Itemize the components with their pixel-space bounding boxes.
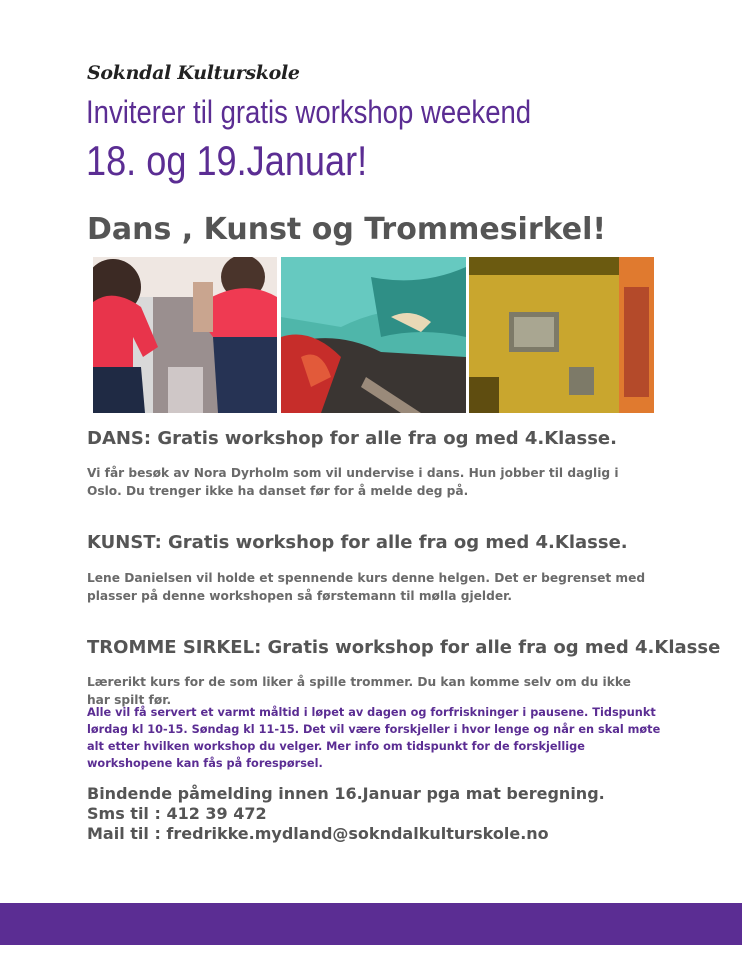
headline: Dans , Kunst og Trommesirkel! — [87, 212, 607, 247]
drum-section-body: Lærerikt kurs for de som liker å spille trommer. Du kan komme selv om du ikke har spilt før. — [87, 675, 631, 707]
drum-photo — [469, 257, 654, 413]
event-date: 18. og 19.Januar! — [86, 137, 368, 184]
invite-heading: Inviterer til gratis workshop weekend — [86, 94, 532, 130]
art-section-title: KUNST: Gratis workshop for alle fra og med 4.Klasse. — [87, 532, 628, 553]
signup-deadline: Bindende påmelding innen 16.Januar pga mat beregning. — [87, 784, 605, 803]
dance-photo — [93, 257, 277, 413]
dance-section-title: DANS: Gratis workshop for alle fra og med 4.Klasse. — [87, 428, 617, 449]
drum-section-title: TROMME SIRKEL: Gratis workshop for alle fra og med 4.Klasse — [87, 637, 721, 658]
info-text: Alle vil få servert et varmt måltid i løpet av dagen og forfriskninger i pausene. Tidspunkt lørdag kl 10-15. Søndag kl 11-15. Det vil være forskjeller i hvor lenge og når en skal møte alt etter hvilken workshop du velger. Mer info om tidspunkt for de forskjellige workshopene kan fås på forespørsel. — [87, 706, 661, 770]
painting-photo — [281, 257, 466, 413]
mail-contact: Mail til : fredrikke.mydland@sokndalkulturskole.no — [87, 824, 549, 843]
contact-block — [87, 784, 605, 844]
sms-contact: Sms til : 412 39 472 — [87, 804, 267, 823]
art-section-body: Lene Danielsen vil holde et spennende kurs denne helgen. Det er begrenset med plasser på denne workshopen så førstemann til mølla gjelder. — [87, 571, 646, 603]
school-name: Sokndal Kulturskole — [87, 62, 300, 84]
dance-section-body: Vi får besøk av Nora Dyrholm som vil undervise i dans. Hun jobber til daglig i Oslo. Du trenger ikke ha danset før for å melde deg på. — [87, 466, 619, 498]
footer-bar — [0, 903, 742, 945]
